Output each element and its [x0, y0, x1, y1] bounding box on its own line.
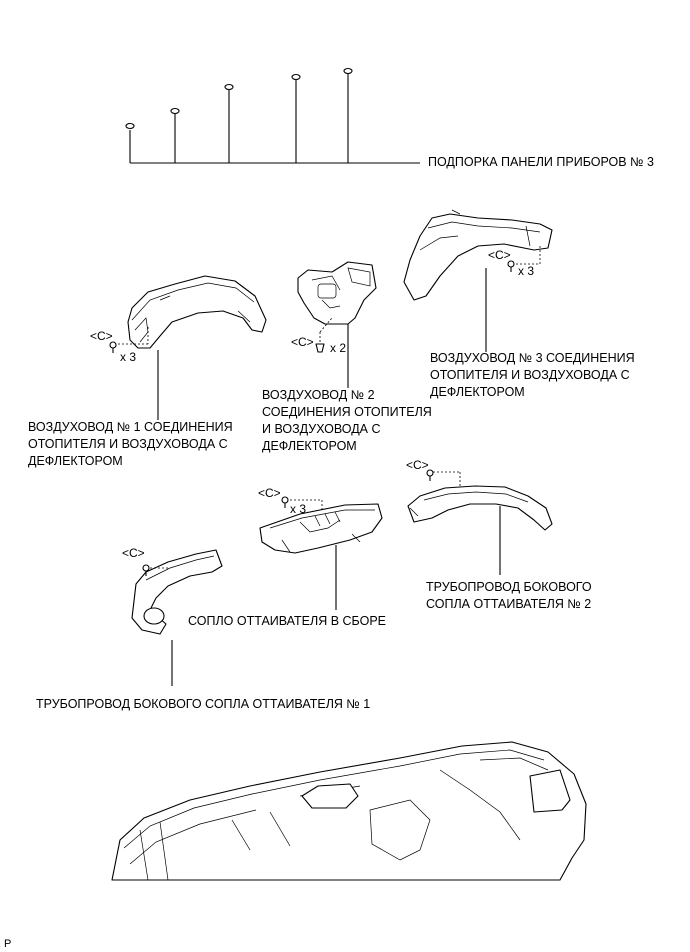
- support-clips: [126, 69, 420, 164]
- c-mark-callout: <C>: [291, 335, 314, 349]
- c-mark-callout: <C>: [90, 329, 113, 343]
- side-pipe-2-label-line: ТРУБОПРОВОД БОКОВОГО: [426, 580, 592, 594]
- duct-2-label-line: ДЕФЛЕКТОРОМ: [262, 439, 357, 453]
- duct-1-label-line: ДЕФЛЕКТОРОМ: [28, 454, 123, 468]
- duct-3-label-line: ВОЗДУХОВОД № 3 СОЕДИНЕНИЯ: [430, 351, 635, 365]
- duct-1-label-line: ОТОПИТЕЛЯ И ВОЗДУХОВОДА С: [28, 437, 228, 451]
- duct-3-drawing: [404, 210, 552, 352]
- c-mark-callout: <C>: [258, 486, 281, 500]
- quantity-callout: x 3: [120, 350, 137, 364]
- side-pipe-1-label: ТРУБОПРОВОД БОКОВОГО СОПЛА ОТТАИВАТЕЛЯ № 1: [36, 697, 371, 711]
- side-pipe-2-label-line: СОПЛА ОТТАИВАТЕЛЯ № 2: [426, 597, 592, 611]
- duct-1-label-line: ВОЗДУХОВОД № 1 СОЕДИНЕНИЯ: [28, 420, 233, 434]
- quantity-callout: x 3: [518, 264, 535, 278]
- instrument-panel-drawing: [112, 742, 586, 880]
- duct-1-drawing: [110, 276, 266, 420]
- quantity-callout: x 2: [330, 341, 347, 355]
- duct-3-label: [430, 350, 635, 401]
- defroster-nozzle-drawing: [260, 497, 382, 610]
- duct-2-label-line: СОЕДИНЕНИЯ ОТОПИТЕЛЯ: [262, 405, 432, 419]
- nozzle-label: СОПЛО ОТТАИВАТЕЛЯ В СБОРЕ: [188, 614, 387, 628]
- duct-2-label-line: И ВОЗДУХОВОДА С: [262, 422, 381, 436]
- figure-code: P: [4, 938, 12, 950]
- duct-3-label-line: ДЕФЛЕКТОРОМ: [430, 385, 525, 399]
- duct-1-label: [28, 419, 233, 470]
- duct-2-label-line: ВОЗДУХОВОД № 2: [262, 388, 375, 402]
- duct-3-label-line: ОТОПИТЕЛЯ И ВОЗДУХОВОДА С: [430, 368, 630, 382]
- side-pipe-2-drawing: [408, 470, 552, 575]
- side-pipe-2-label: [426, 579, 592, 613]
- c-mark-callout: <C>: [406, 458, 429, 472]
- quantity-callout: x 3: [290, 502, 307, 516]
- c-mark-callout: <C>: [488, 248, 511, 262]
- c-mark-callout: <C>: [122, 546, 145, 560]
- duct-2-label: [262, 387, 432, 455]
- duct-2-drawing: [298, 262, 376, 388]
- support-label: ПОДПОРКА ПАНЕЛИ ПРИБОРОВ № 3: [428, 155, 654, 169]
